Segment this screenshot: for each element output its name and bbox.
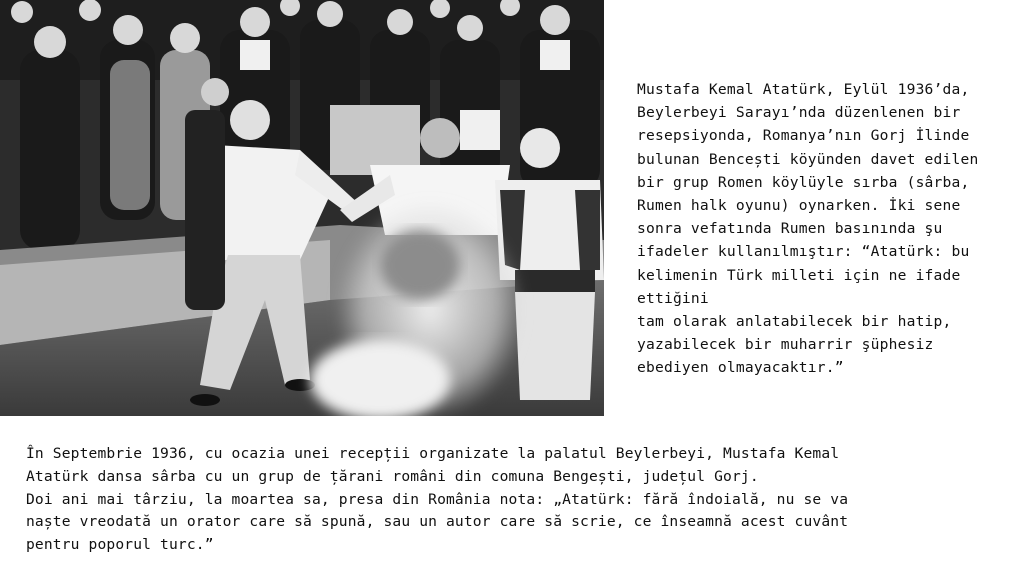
caption-line: yazabilecek bir muharrir şüphesiz xyxy=(637,336,934,354)
caption-line: Rumen halk oyunu) oynarken. İki sene xyxy=(637,197,961,215)
caption-line: bir grup Romen köylüyle sırba (sârba, xyxy=(637,173,970,191)
historical-photo xyxy=(0,0,604,416)
caption-line: ifadeler kullanılmıştır: “Atatürk: bu xyxy=(637,243,970,261)
caption-line: sonra vefatında Rumen basınında şu xyxy=(637,220,943,238)
caption-line: ebediyen olmayacaktır.” xyxy=(637,359,844,377)
caption-line: resepsiyonda, Romanya’nın Gorj İlinde xyxy=(637,127,970,145)
caption-line: În Septembrie 1936, cu ocazia unei recepții organizate la palatul Beylerbeyi, Mustafa Kemal xyxy=(26,445,840,462)
caption-line: kelimenin Türk milleti için ne ifade ettiğini xyxy=(637,266,961,307)
caption-romanian xyxy=(26,443,986,557)
caption-line: naște vreodată un orator care să spună, sau un autor care să scrie, ce înseamnă acest cuvânt xyxy=(26,513,849,531)
caption-turkish xyxy=(637,78,1017,380)
photo-illustration xyxy=(0,0,604,416)
caption-line: Atatürk dansa sârba cu un grup de țărani români din comuna Bengești, județul Gorj. xyxy=(26,467,759,485)
caption-line: Doi ani mai târziu, la moartea sa, presa din România nota: „Atatürk: fără îndoială, nu se va xyxy=(26,490,849,508)
caption-line: Beylerbeyi Sarayı’nda düzenlenen bir xyxy=(637,104,961,122)
caption-line: pentru poporul turc.” xyxy=(26,536,214,554)
caption-line: bulunan Bencești köyünden davet edilen xyxy=(637,150,979,168)
caption-line: tam olarak anlatabilecek bir hatip, xyxy=(637,313,952,331)
caption-line: Mustafa Kemal Atatürk, Eylül 1936’da, xyxy=(637,81,970,98)
